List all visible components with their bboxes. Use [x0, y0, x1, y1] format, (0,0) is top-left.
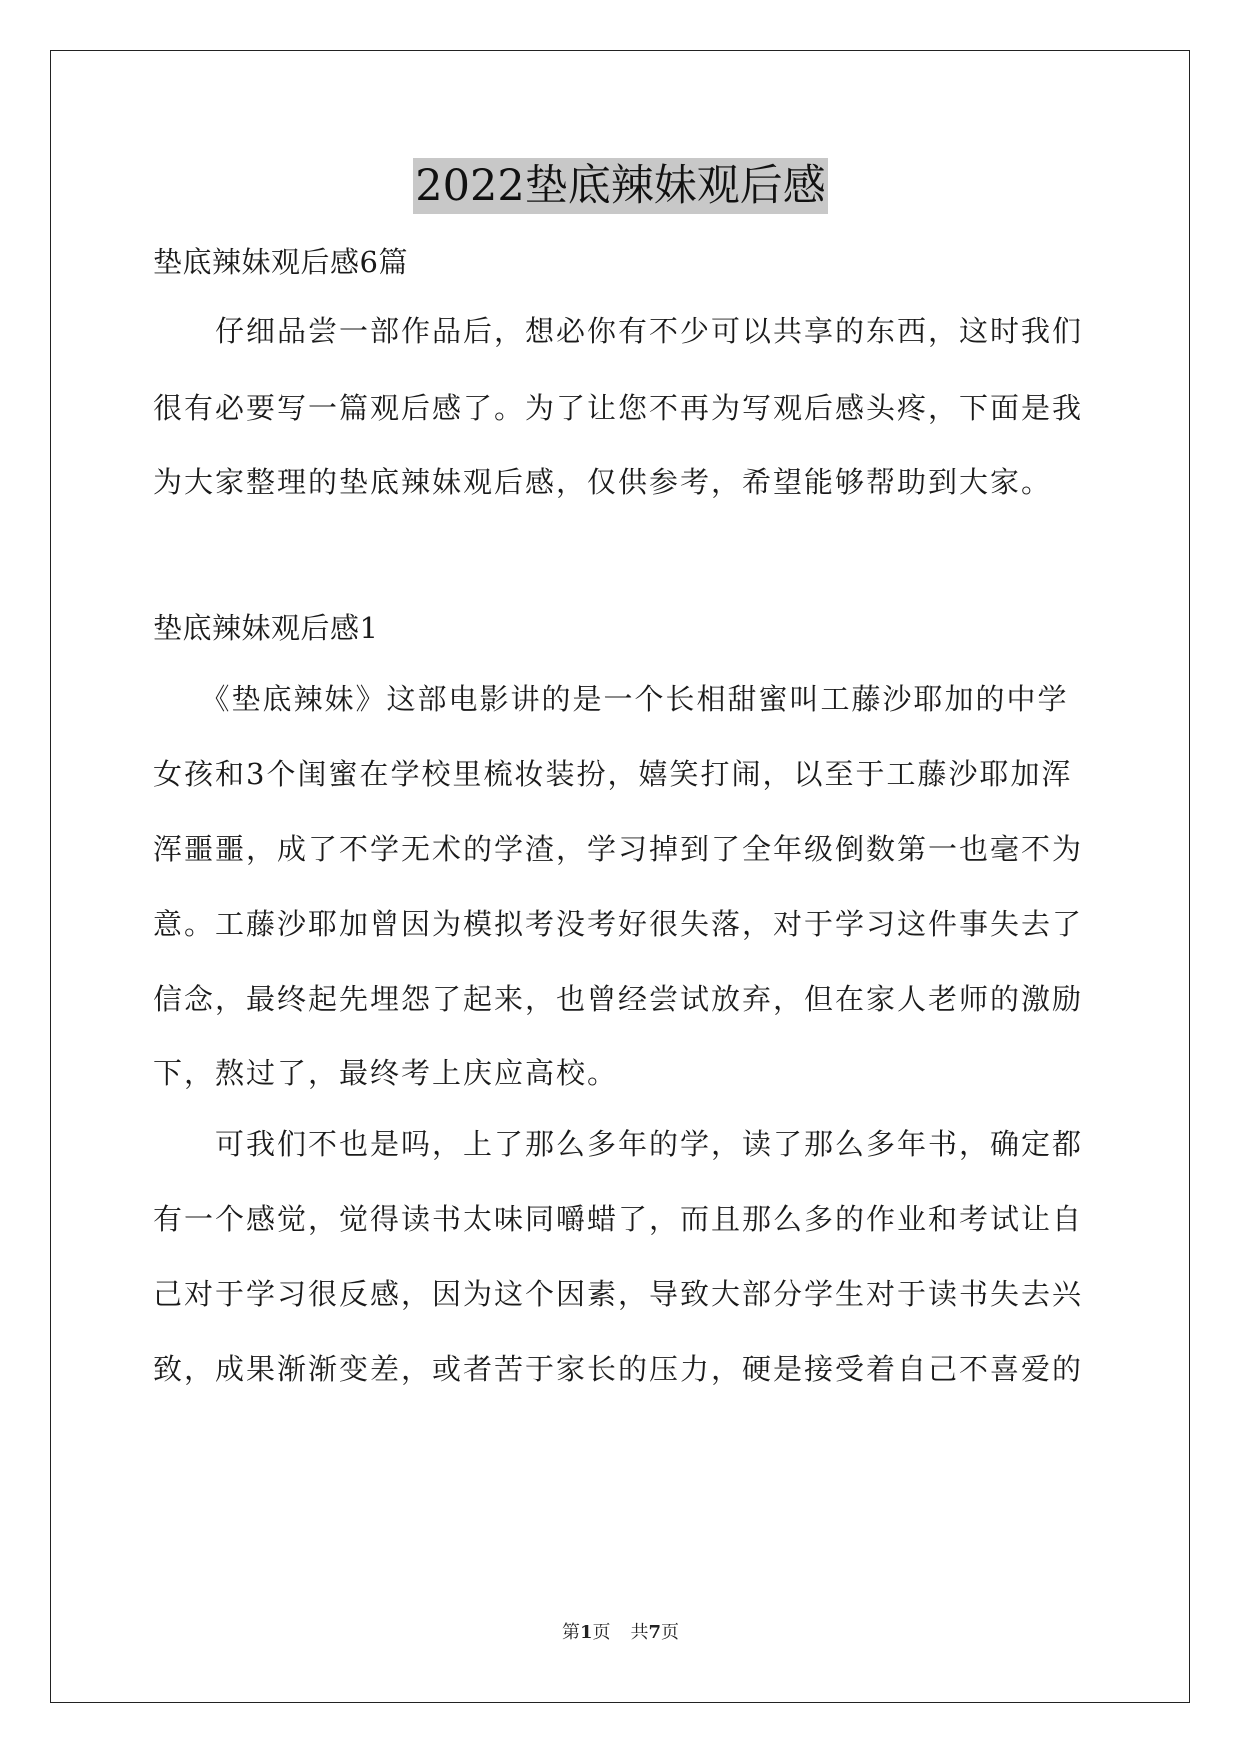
- paragraph-line: 信念，最终起先埋怨了起来，也曾经尝试放弃，但在家人老师的激励: [153, 982, 1084, 1016]
- paragraph-line: 可我们不也是吗，上了那么多年的学，读了那么多年书，确定都: [153, 1127, 1084, 1161]
- paragraph-line: 己对于学习很反感，因为这个因素，导致大部分学生对于读书失去兴: [153, 1277, 1084, 1311]
- total-pages: 7: [648, 1622, 662, 1643]
- page-number: 1: [579, 1622, 593, 1643]
- paragraph-line: 浑噩噩，成了不学无术的学渣，学习掉到了全年级倒数第一也毫不为: [153, 832, 1084, 866]
- paragraph-line: 下，熬过了，最终考上庆应高校。: [153, 1056, 619, 1090]
- document-title: 2022垫底辣妹观后感: [413, 158, 827, 214]
- paragraph-line: 意。工藤沙耶加曾因为模拟考没考好很失落，对于学习这件事失去了: [153, 907, 1084, 941]
- total-pages-suffix: 页: [661, 1622, 680, 1643]
- paragraph-line: 仔细品尝一部作品后，想必你有不少可以共享的东西，这时我们: [153, 314, 1084, 348]
- title-container: [0, 158, 1241, 214]
- section-heading-1: 垫底辣妹观后感1: [153, 611, 379, 645]
- page-number-prefix: 第: [561, 1622, 580, 1643]
- paragraph-line: 很有必要写一篇观后感了。为了让您不再为写观后感头疼，下面是我: [153, 391, 1084, 425]
- paragraph-line: 有一个感觉，觉得读书太味同嚼蜡了，而且那么多的作业和考试让自: [153, 1202, 1084, 1236]
- paragraph-line: 女孩和3个闺蜜在学校里梳妆装扮，嬉笑打闹，以至于工藤沙耶加浑: [153, 757, 1073, 791]
- page-number-suffix: 页: [592, 1622, 611, 1643]
- paragraph-line: 为大家整理的垫底辣妹观后感，仅供参考，希望能够帮助到大家。: [153, 465, 1053, 499]
- section-heading-collection: 垫底辣妹观后感6篇: [153, 245, 408, 279]
- paragraph-line: 致，成果渐渐变差，或者苦于家长的压力，硬是接受着自己不喜爱的: [153, 1352, 1084, 1386]
- page-border: [50, 50, 1190, 1703]
- paragraph-line: 《垫底辣妹》这部电影讲的是一个长相甜蜜叫工藤沙耶加的中学: [153, 682, 1069, 716]
- total-pages-prefix: 共: [630, 1622, 649, 1643]
- page-footer: [0, 1621, 1241, 1645]
